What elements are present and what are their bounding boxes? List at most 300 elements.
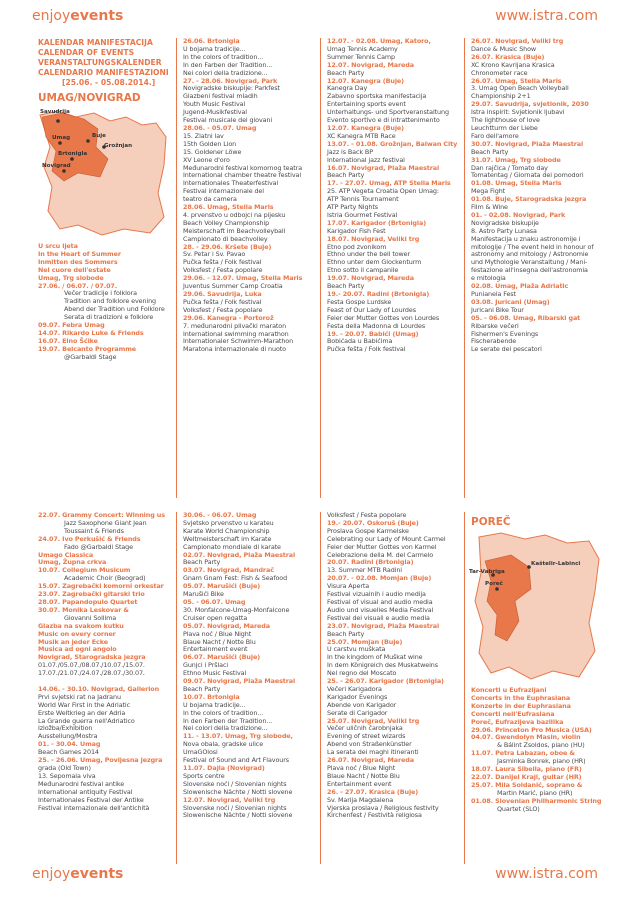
event-line: In the colors of tradition... — [183, 52, 264, 61]
event-line: International antiquity Festival — [38, 787, 133, 796]
event-line: Festa della Madonna di Lourdes — [327, 321, 426, 330]
page-header — [32, 8, 598, 30]
event-line: Kirchenfest / Festività religiosa — [327, 811, 422, 820]
event-date-location: 20.07. Radini (Brtonigla) — [327, 558, 414, 567]
column-5 — [32, 512, 176, 864]
map-label-porec: Poreč — [485, 581, 503, 587]
event-line: Sports centre — [183, 771, 225, 780]
event-heading: Musica ad ogni angolo — [38, 645, 117, 654]
column-4 — [464, 38, 608, 498]
event-line: XV Leone d'oro — [183, 155, 230, 164]
event-line: U carstvu muškata — [327, 645, 386, 654]
event-line: Youth Music Festival — [183, 100, 246, 109]
event-line: Nei colori della tradizione... — [183, 68, 268, 77]
event-line: Chronometer race — [471, 68, 528, 77]
event-list — [183, 38, 314, 354]
event-line: Festival vizualnih i audio medija — [327, 590, 426, 599]
event-line: Internationales Theaterfestival — [183, 179, 279, 188]
event-date-location: 09.07. Novigrad, Plaža Maestral — [183, 677, 296, 686]
event-line: Jugend-Musikfestival — [183, 108, 247, 117]
event-list-porec-concerts — [471, 687, 602, 814]
calendar-title-line: VERANSTALTUNGSKALENDER — [38, 58, 162, 67]
event-date-location: 14.07. Rikardo Luke & Friends — [38, 328, 144, 337]
event-heading: Concerts in the Euphrasiana — [471, 693, 571, 702]
porec-region-map — [471, 531, 602, 681]
event-heading: Glazba na svakom kutku — [38, 621, 124, 630]
event-date-location: 13.07. - 01.08. Grožnjan, Balwan City — [327, 139, 458, 148]
event-date-location: 26.06. Brtonigla — [183, 38, 240, 45]
event-line: Sv. Marija Magdalena — [327, 795, 394, 804]
event-line: Unterhaltungs- und Sportveranstaltung — [327, 108, 449, 117]
event-date-location: 25. - 26.07. Karigador (Brtonigla) — [327, 677, 444, 686]
event-date-location: 25.07. Mila Soldanić, soprano & — [471, 780, 583, 789]
event-line: Slovenske noći / Slovenian nights — [183, 803, 287, 812]
event-date-location: 12.07. Novigrad, Veliki trg — [183, 795, 276, 804]
event-date-location: 26.07. Krasica (Buje) — [471, 52, 545, 61]
event-line: Kanegra Day — [327, 84, 368, 93]
event-line: Toussaint & Friends — [64, 526, 124, 535]
event-list-umag-summer — [38, 243, 170, 362]
event-line: Mega Fight — [471, 187, 506, 196]
brand-logo: enjoyevents — [32, 8, 124, 24]
event-line: Beach Party — [327, 171, 365, 180]
event-line: 13. Summer MTB Radini — [327, 566, 402, 575]
event-line: Festival musicale dei giovani — [183, 116, 273, 125]
event-date-location: 31.07. Umag, Trg slobode — [471, 155, 561, 164]
event-line: Juventus Summer Camp Croatia — [183, 282, 283, 291]
event-line: In the colors of tradition... — [183, 708, 264, 717]
event-line: World War First in the Adriatic — [38, 700, 131, 709]
event-date-location: 01.08. Slovenian Philharmonic String — [471, 796, 602, 805]
event-date-location: 26.07. Novigrad, Veliki trg — [471, 38, 564, 45]
event-date-location: 26.07. Umag, Stella Maris — [471, 76, 562, 85]
event-line: Nel regno del Moscato — [327, 669, 397, 678]
event-date-location: 05. - 06.07. Umag — [183, 597, 246, 606]
event-date-location: 30.07. Novigrad, Plaža Maestral — [471, 139, 584, 148]
event-line: In dem Königreich des Muskatweins — [327, 661, 438, 670]
event-line: Beach Party — [471, 147, 509, 156]
event-heading: U srcu ljeta — [38, 242, 78, 250]
event-line: 15. Zlatni lav — [183, 131, 224, 140]
event-line: International swimming marathon — [183, 329, 289, 338]
umag-region-map — [38, 107, 170, 237]
event-date-location: Novigrad, Starogradska jezgra — [38, 653, 146, 662]
event-line: Serate di Carigador — [327, 708, 388, 717]
event-line: Feier der Mutter Gottes von Lourdes — [327, 313, 440, 322]
event-line: 30. Monfalcone-Umag-Monfalcone — [183, 605, 290, 614]
event-line: Marušići Bike — [183, 590, 224, 599]
event-line: Etno sotto il campanile — [327, 266, 399, 275]
column-3 — [320, 38, 464, 498]
map-label-tar-vabriga: Tar-Vabriga — [469, 569, 505, 575]
website-url[interactable]: www.istra.com — [495, 8, 598, 24]
event-line: Sv. Petar i Sv. Pavao — [183, 250, 246, 259]
event-date-location: Poreč, Eufrazijeva bazilika — [471, 717, 564, 726]
event-line: 13. Sepomaia viva — [38, 771, 96, 780]
page-footer — [32, 866, 598, 888]
event-line: Svjetsko prvenstvo u karateu — [183, 518, 274, 527]
event-heading: Umago Classica — [38, 550, 94, 559]
event-date-location: 27.06. / 06.07. / 07.07. — [38, 281, 118, 290]
event-line: Umag Tennis Academy — [327, 44, 398, 53]
event-line: La serata dei maghi itineranti — [327, 748, 419, 757]
event-line: Championship 2+1 — [471, 92, 531, 101]
brand-logo-footer: enjoyevents — [32, 866, 124, 882]
event-line: Internationaler Schwimm-Marathon — [183, 337, 294, 346]
event-line: Slowenische Nächte / Notti slovene — [183, 811, 293, 820]
bottom-row — [32, 512, 608, 864]
event-line: Cruiser open regatta — [183, 613, 248, 622]
event-date-location: 19. - 20.07. Babići (Umag) — [327, 329, 419, 338]
event-date-location: 28.07. Papandopulo Quartet — [38, 597, 138, 606]
event-line: La Grande guerra nell'Adriatico — [38, 716, 135, 725]
event-line: UmaGOlosi — [183, 748, 218, 757]
event-line: Audio und visuelles Media Festival — [327, 605, 434, 614]
event-line: U bojama tradicije... — [183, 700, 246, 709]
event-line: Volksfest / Festa popolare — [183, 305, 263, 314]
event-date-location: 12.07. Novigrad, Mareda — [327, 60, 414, 69]
event-date-location: 01. - 30.04. Umag — [38, 740, 101, 749]
istria-map-porec — [471, 531, 603, 681]
event-line: Glazbeni festival mladih — [183, 92, 258, 101]
event-date-location: 22.07. Grammy Concert: Winning us — [38, 512, 165, 519]
event-line: Volksfest / Festa popolare — [327, 512, 407, 519]
column-6 — [176, 512, 320, 864]
calendar-page — [32, 38, 608, 864]
event-date-location: 29.06. Princeton Pro Musica (USA) — [471, 725, 592, 734]
map-label-savudrija: Savudrija — [40, 109, 70, 115]
event-line: Giovanni Sollima — [64, 613, 117, 622]
event-date-location: 29.06. Savudrija, Luka — [183, 290, 262, 298]
event-line: Plava noć / Blue Night — [183, 629, 252, 638]
event-date-location: 26. - 27.07. Krasica (Buje) — [327, 787, 419, 796]
event-line: XC Kanegra MTB Race — [327, 131, 396, 140]
event-date-location: 02.08. Umag, Plaža Adriatic — [471, 282, 569, 291]
event-line: Prvi svjetski rat na Jadranu — [38, 692, 121, 701]
event-line: 7. međunarodni plivački maraton — [183, 321, 287, 330]
event-date-location: 09.07. Febra Umag — [38, 321, 105, 330]
event-line: und Mythologie Veranstaltung / Mani- — [471, 258, 588, 267]
region-heading-umag: UMAG/NOVIGRAD — [38, 92, 141, 104]
event-line: Feast of Our Lady of Lourdes — [327, 305, 416, 314]
event-line: Izložba/Exhibition — [38, 724, 93, 733]
event-line: Zabavno sportska manifestacija — [327, 92, 427, 101]
event-line: Vjerska proslava / Religious festivity — [327, 803, 439, 812]
event-line: Pučka fešta / Folk festival — [327, 345, 406, 354]
event-line: Proslava Gospe Karmelske — [327, 526, 409, 535]
event-line: Plava noć / Blue Night — [327, 764, 396, 772]
event-line: Gunjci i Pršlaci — [183, 661, 229, 670]
event-date-location: 16.07. Novigrad, Plaža Maestral — [327, 163, 440, 172]
event-date-location: 04.07. Gwendolyn Masin, violin — [471, 733, 581, 742]
event-line: Beach Party — [327, 68, 365, 77]
event-line: Entertaining sports event — [327, 100, 406, 109]
event-date-location: 29.06. - 12.07. Umag, Stella Maris — [183, 274, 303, 283]
event-line: International jazz festival — [327, 155, 405, 164]
event-date-location: 20.07. - 02.08. Momjan (Buje) — [327, 574, 432, 583]
event-line: Slovenske noći / Slovenian nights — [183, 779, 287, 788]
event-line: Abende von Karigador — [327, 700, 397, 709]
event-line: In den Farben der Tradition... — [183, 716, 273, 725]
event-line: grada (Old Town) — [38, 764, 91, 772]
event-line: Film & Wine — [471, 203, 508, 212]
event-line: Jazz is Back BP — [327, 147, 373, 156]
event-line: Celebrazione della M. del Carmelo — [327, 550, 434, 559]
event-line: Festa Gospe Lurdske — [327, 297, 392, 306]
event-date-location: 24.07. Ivo Perkušić & Friends — [38, 534, 141, 543]
event-line: Festival of visual and audio media — [327, 597, 433, 606]
event-line: Festival dei visuali e audio media — [327, 613, 430, 622]
event-heading: Nel cuore dell'estate — [38, 265, 111, 274]
event-list — [471, 38, 602, 354]
event-date-location: 10.07. Brtonigla — [183, 692, 240, 701]
event-date-location: Umag, Župna crkva — [38, 558, 107, 567]
event-line: Ethno unter dem Glockenturm — [327, 258, 422, 267]
event-line: Campionato mondiale di karate — [183, 542, 281, 551]
event-line: ATP Tennis Tournament — [327, 195, 399, 204]
calendar-title-line: [25.06. - 05.08.2014.] — [62, 78, 156, 87]
event-line: Festival of Sound and Art Flavours — [183, 756, 289, 765]
event-line: Fishermen's Evenings — [471, 329, 539, 338]
event-heading: In the Heart of Summer — [38, 249, 121, 258]
event-line: Novigradske biskupije: Parkfest — [183, 84, 280, 93]
event-line: Weltmeisterschaft im Karate — [183, 534, 272, 543]
event-date-location: 02.07. Novigrad, Plaža Maestral — [183, 550, 296, 559]
event-date-location: 18.07. Laura Sibella, piano (FR) — [471, 765, 582, 774]
event-line: Celebrating our Lady of Mount Carmel — [327, 534, 446, 543]
event-line: Tradition and folklore evening — [64, 297, 157, 306]
event-heading: Music on every corner — [38, 629, 116, 638]
event-line: Blaue Nacht / Notte Blu — [327, 771, 400, 780]
event-date-location: Umag, Trg slobode — [38, 273, 104, 282]
event-date-location: 06.07. Marušići (Buje) — [183, 653, 261, 662]
event-line: Martin Marić, piano (HR) — [497, 788, 573, 797]
map-label-groznjan: Grožnjan — [104, 143, 133, 149]
event-line: Jazz Saxophone Giant Jean — [64, 518, 147, 527]
event-date-location: 01.08. Umag, Stella Maris — [471, 179, 562, 188]
event-line: Entertainment event — [183, 645, 248, 654]
event-date-location: 10.07. Collegium Musicum — [38, 566, 131, 575]
event-date-location: 25. - 26.06. Umag, Povijesna jezgra — [38, 756, 163, 765]
event-line: Beach Games 2014 — [38, 748, 99, 757]
website-url-footer[interactable]: www.istra.com — [495, 866, 598, 882]
column-7 — [320, 512, 464, 864]
event-date-location: 01.08. Buje, Starogradska jezgra — [471, 195, 587, 204]
event-line: Beach Party — [327, 282, 365, 291]
event-line: & Bálint Zsoldos, piano (HU) — [497, 741, 585, 750]
event-line: Ausstellung/Mostra — [38, 732, 98, 741]
event-line: Internationales Festival der Antike — [38, 795, 144, 804]
event-line: Novigradske biskupije — [471, 218, 539, 227]
event-line: 17.07./21.07./24.07./28.07./30.07. — [38, 669, 145, 678]
event-line: Karigador Evenings — [327, 692, 388, 701]
event-line: Istra inspirit: Svjetionik ljubavi — [471, 108, 565, 117]
event-date-location: 23.07. Novigrad, Plaža Maestral — [327, 621, 440, 630]
event-date-location: 23.07. Zagrebački gitarski trio — [38, 590, 145, 599]
event-date-location: 05.07. Novigrad, Mareda — [183, 621, 270, 630]
event-line: 15. Goldener Löwe — [183, 147, 242, 156]
event-heading: Koncerti u Eufrazijani — [471, 686, 547, 694]
map-label-buje: Buje — [92, 133, 106, 139]
event-line: Karigador Fish Fest — [327, 226, 386, 235]
event-date-location: 16.07. Elno Šćike — [38, 336, 98, 345]
event-line: Erste Weltkrieg an der Adria — [38, 708, 126, 717]
event-date-location: 28.06. - 05.07. Umag — [183, 123, 257, 132]
event-date-location: 28.06. Umag, Stella Maris — [183, 203, 274, 212]
event-date-location: 12.07. - 02.08. Umag, Katoro, — [327, 38, 431, 45]
event-line: 3. Umag Open Beach Volleyball — [471, 84, 569, 93]
event-line: Pučka fešta / Folk festival — [183, 297, 262, 306]
event-date-location: 11.07. Dajla (Novigrad) — [183, 764, 265, 772]
event-line: Međunarodni festival komornog teatra — [183, 163, 303, 172]
region-heading-porec: POREČ — [471, 516, 511, 528]
event-date-location: 25.07. Novigrad, Veliki trg — [327, 716, 420, 725]
event-line: Nei colori della tradizione... — [183, 724, 268, 733]
event-line: International chamber theatre festival — [183, 171, 301, 180]
event-date-location: 30.07. Monika Leskovar & — [38, 605, 129, 614]
event-line: Le serate dei pescatori — [471, 345, 542, 354]
event-line: Etno pod zvonikom — [327, 242, 387, 251]
column-umag-intro — [32, 38, 176, 498]
event-line: Entertainment event — [327, 779, 392, 788]
event-date-location: 05. - 06.08. Umag, Ribarski gat — [471, 313, 581, 322]
event-line: Pučka fešta / Folk festival — [183, 258, 262, 267]
calendar-title-line: CALENDARIO MANIFESTAZIONI — [38, 68, 169, 77]
event-line: Abend der Tradition und Folklore — [64, 305, 165, 314]
map-label-kastelir-labinci: Kaštelir-Labinci — [531, 561, 581, 567]
map-label-novigrad: Novigrad — [42, 163, 71, 169]
event-line: Beach Volley Championship — [183, 218, 270, 227]
event-line: Meisterschaft im Beachvolleyball — [183, 226, 286, 235]
event-list — [327, 512, 458, 820]
event-line: Festival internazionale del — [183, 187, 264, 196]
event-heading: Konzerte in der Euphrasiana — [471, 701, 571, 710]
event-line: mitologije / The event held in honour of — [471, 242, 594, 251]
event-line: @Garbaldi Stage — [64, 352, 117, 361]
event-date-location: 29.06. Kanegra - Portorož — [183, 313, 274, 322]
event-date-location: 25.07. Momjan (Buje) — [327, 637, 403, 646]
event-date-location: 29.07. Savudrija, svjetionik, 2030 — [471, 100, 589, 109]
event-line: In den Farben der Tradition... — [183, 60, 273, 69]
calendar-title — [38, 38, 170, 88]
event-line: Manifestacija u znaku astronomije i — [471, 234, 581, 243]
event-date-location: 19.- 20.07. Radini (Brtonigla) — [327, 290, 430, 298]
map-label-brtonigla: Brtonigla — [58, 151, 88, 157]
column-2 — [176, 38, 320, 498]
event-date-location: 03.07. Novigrad, Mandrač — [183, 566, 274, 575]
event-line: Fado @Garbaldi Stage — [64, 542, 133, 551]
event-line: Maratona internazionale di nuoto — [183, 345, 286, 354]
event-line: Blaue Nacht / Notte Blu — [183, 637, 256, 646]
event-line: Serata di tradizioni e folklore — [64, 313, 154, 322]
event-date-location: 28. - 29.06. Kršete (Buje) — [183, 242, 272, 251]
event-date-location: 12.07. Kanegra (Buje) — [327, 76, 404, 85]
event-line: 15th Golden Lion — [183, 139, 237, 148]
event-date-location: 19.07. Belcanto Programme — [38, 344, 136, 353]
calendar-title-line: CALENDAR OF EVENTS — [38, 48, 135, 57]
map-label-umag: Umag — [52, 135, 71, 141]
event-line: festazione all'insegna dell'astronomia — [471, 266, 588, 275]
istria-map-umag — [38, 107, 170, 237]
event-list — [38, 512, 170, 812]
calendar-title-line: KALENDAR MANIFESTACIJA — [38, 38, 153, 47]
event-line: Fischerabende — [471, 337, 517, 346]
event-line: Evento sportivo e di intrattenimento — [327, 116, 440, 125]
event-line: U bojama tradicije... — [183, 44, 246, 53]
event-line: Feier der Mutter Gottes von Karmel — [327, 542, 437, 551]
event-date-location: 05.07. Marušići (Buje) — [183, 582, 261, 591]
event-line: ATP Party Nights — [327, 203, 378, 212]
top-row — [32, 38, 608, 498]
event-line: Summer Tennis Camp — [327, 52, 395, 61]
event-date-location: 17.07. Karigador (Brtonigla) — [327, 218, 427, 227]
event-line: Ethno Music Festival — [183, 669, 247, 678]
event-date-location: 03.08. Juricani (Umag) — [471, 297, 550, 306]
event-line: Beach Party — [183, 684, 221, 693]
event-heading: Concerti nell'Eufrasiana — [471, 709, 555, 718]
event-line: Večer tradicije i folklora — [64, 289, 137, 298]
event-date-location: 27. - 28.06. Novigrad, Park — [183, 76, 278, 85]
event-line: Jasminka Bonrek, piano (HR) — [497, 757, 586, 766]
event-line: Beach Party — [327, 629, 365, 638]
event-date-location: 19.07. Novigrad, Mareda — [327, 274, 414, 283]
event-date-location: 26.07. Novigrad, Mareda — [327, 756, 414, 765]
event-line: Faro dell'amore — [471, 131, 519, 140]
event-line: 01.07./05.07./08.07./10.07./15.07. — [38, 661, 145, 670]
event-line: Dance & Music Show — [471, 44, 537, 53]
event-line: e mitologia — [471, 274, 506, 283]
event-date-location: 01. - 02.08. Novigrad, Park — [471, 210, 566, 219]
event-line: astronomy and mitology / Astronomie — [471, 250, 589, 259]
event-line: Punianela Fest — [471, 290, 516, 298]
event-heading: Inmitten des Sommers — [38, 257, 118, 266]
event-line: Festival internazionale dell'antichità — [38, 803, 150, 812]
event-line: Večeri Karigadora — [327, 684, 382, 693]
event-line: Visura Aperta — [327, 582, 370, 591]
event-date-location: 22.07. Danijel Krajl, guitar (HR) — [471, 772, 582, 781]
event-date-location: 14.06. - 30.10. Novigrad, Gallerion — [38, 684, 160, 693]
event-line: Karate World Championship — [183, 526, 270, 535]
event-line: 25. ATP Vegeta Croatia Open Umag: — [327, 187, 439, 196]
event-line: Međunarodni festival antike — [38, 779, 125, 788]
event-line: Bobićada u Babićima — [327, 337, 393, 346]
event-line: Volksfest / Festa popolare — [183, 266, 263, 275]
event-line: teatro da camera — [183, 195, 237, 204]
event-date-location: 15.07. Zagrebački komorni orkestar — [38, 582, 164, 591]
event-line: In the kingdom of Muškat wine — [327, 653, 423, 662]
event-line: Abend von Straßenkünstler — [327, 740, 412, 749]
event-line: Nova obala, gradske ulice — [183, 740, 264, 749]
event-line: The lighthouse of love — [471, 116, 540, 125]
event-line: XC Krono Kavrijana Krasica — [471, 60, 555, 69]
event-line: Evening of street wizards — [327, 732, 406, 741]
event-line: Tomatentag / Giornata dei pomodori — [471, 171, 584, 180]
event-line: Campionato di beachvolley — [183, 234, 268, 243]
event-line: 8. Astro Party Lunasa — [471, 226, 537, 235]
event-date-location: 11.07. Petra Labazan, oboe & — [471, 749, 575, 758]
event-date-location: 18.07. Novigrad, Veliki trg — [327, 234, 420, 243]
event-date-location: 17. - 27.07. Umag, ATP Stella Maris — [327, 179, 451, 188]
event-line: Ribarske večeri — [471, 321, 519, 330]
event-date-location: 19.- 20.07. Oskoruš (Buje) — [327, 518, 419, 527]
event-line: Istria Gourmet Festival — [327, 210, 398, 219]
event-line: Beach Party — [183, 558, 221, 567]
event-list — [327, 38, 458, 354]
event-date-location: 11. - 13.07. Umag, Trg slobode, — [183, 732, 293, 741]
event-list — [183, 512, 314, 820]
event-line: Academic Choir (Beograd) — [64, 574, 146, 583]
event-line: Leuchtturm der Liebe — [471, 123, 538, 132]
